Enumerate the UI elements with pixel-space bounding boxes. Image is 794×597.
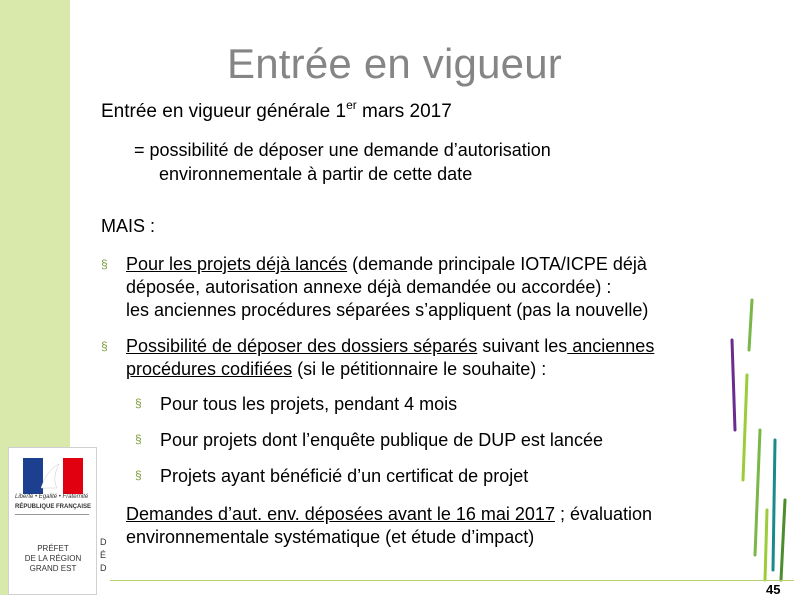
partial-letter: D	[100, 563, 107, 573]
logo-divider	[15, 514, 89, 515]
logo-partial-panel	[96, 447, 111, 593]
mais-label: MAIS :	[101, 216, 156, 236]
slide-title: Entrée en vigueur	[227, 40, 562, 87]
sub-bullet-icon: §	[135, 468, 142, 482]
motto-text: Liberté • Égalité • Fraternité	[15, 494, 89, 500]
definition-line-2: environnementale à partir de cette date	[159, 164, 473, 184]
heading-sup: er	[346, 98, 357, 112]
bullet-rest: (si le pétitionnaire le souhaite) :	[292, 359, 547, 379]
heading	[101, 98, 452, 123]
bullet-text	[126, 503, 652, 549]
definition-line-1: = possibilité de déposer une demande d’autorisation	[134, 140, 551, 160]
sub-bullet-icon: §	[135, 432, 142, 446]
bullet-rest: (demande principale IOTA/ICPE déjà	[347, 254, 647, 274]
bullet-line: les anciennes procédures séparées s’appliquent (pas la nouvelle)	[126, 300, 649, 320]
bullet-underlined: Pour les projets déjà lancés	[126, 254, 348, 274]
sub-bullet-text: Pour projets dont l’enquête publique de DUP est lancée	[160, 430, 603, 450]
page-number: 45	[766, 582, 781, 597]
bullet-text	[126, 335, 654, 381]
bullet-rest: suivant les	[477, 336, 568, 356]
prefet-line: GRAND EST	[29, 564, 77, 573]
decorative-lines	[715, 280, 794, 590]
bullet-underlined: Possibilité de déposer des dossiers séparés	[126, 336, 478, 356]
footer-rule	[110, 580, 794, 581]
partial-letter: É	[100, 550, 107, 560]
republique-text: RÉPUBLIQUE FRANÇAISE	[15, 504, 92, 510]
definition-paragraph	[134, 138, 551, 186]
prefet-line: PRÉFET	[37, 544, 69, 553]
bullet-underlined: anciennes	[567, 336, 655, 356]
partial-letter: D	[100, 537, 107, 547]
bullet-line: déposée, autorisation annexe déjà demandée ou accordée) :	[126, 277, 612, 297]
bullet-icon: §	[101, 257, 108, 271]
bullet-rest: ; évaluation	[554, 504, 653, 524]
sub-bullet-text: Pour tous les projets, pendant 4 mois	[160, 394, 458, 414]
prefet-line: DE LA RÉGION	[24, 554, 82, 563]
bullet-text	[126, 253, 648, 322]
bullet-underlined: Demandes d’aut. env. déposées avant le 16 mai 2017	[126, 504, 555, 524]
sub-bullet-text: Projets ayant bénéficié d’un certificat de projet	[160, 466, 529, 486]
bullet-icon: §	[101, 339, 108, 353]
bullet-line: environnementale systématique (et étude d’impact)	[126, 527, 535, 547]
marianne-flag-icon	[23, 458, 83, 494]
sub-bullet-icon: §	[135, 396, 142, 410]
prefet-text	[17, 544, 89, 574]
prefet-logo	[8, 447, 97, 595]
heading-end: mars 2017	[356, 101, 452, 122]
bullet-underlined: procédures codifiées	[126, 359, 293, 379]
heading-main: Entrée en vigueur générale 1	[101, 101, 347, 122]
